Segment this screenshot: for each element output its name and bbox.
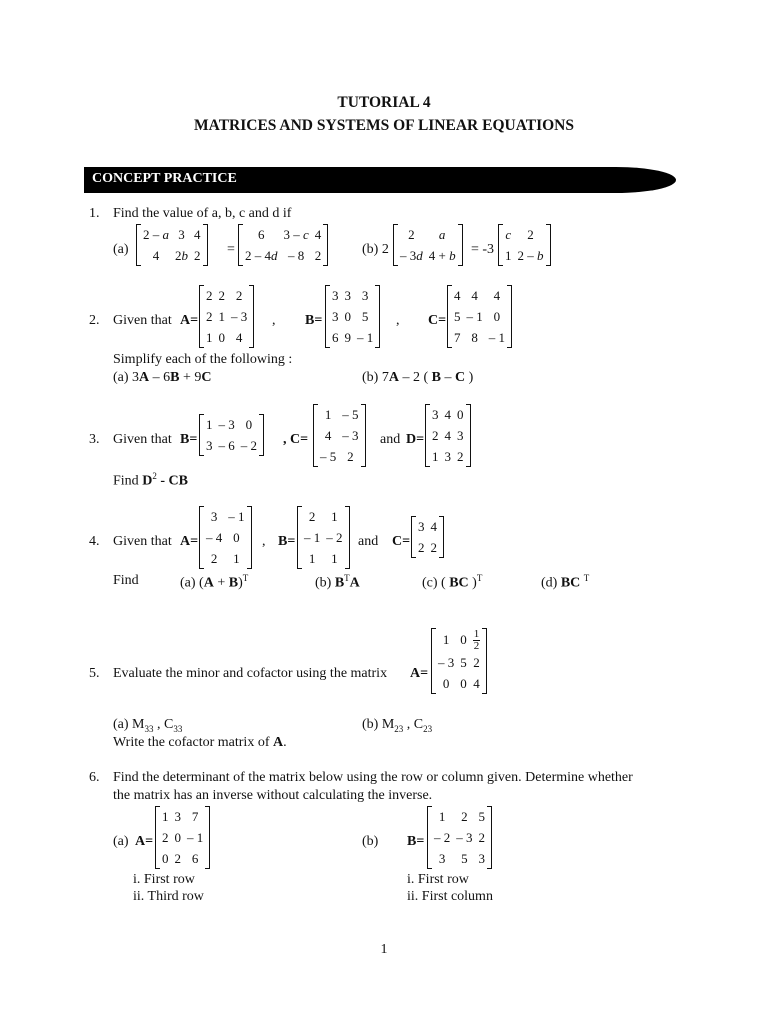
q2-matrix-a bbox=[199, 285, 254, 348]
right-bracket bbox=[259, 414, 264, 456]
q6-label-b: (b) bbox=[362, 834, 379, 849]
matrix-cell: 2 bbox=[408, 227, 415, 242]
left-bracket bbox=[393, 224, 398, 266]
q3-matrix-b bbox=[199, 414, 264, 456]
matrix-cell: – 8 bbox=[288, 248, 305, 263]
right-bracket bbox=[249, 285, 254, 348]
matrix-cell: 1 bbox=[432, 449, 439, 464]
q2-part-a: (a) 3A – 6B + 9C bbox=[113, 370, 212, 385]
q1-text: Find the value of a, b, c and d if bbox=[113, 206, 292, 221]
matrix-cell: 1 bbox=[442, 632, 450, 648]
matrix-cell: 3 bbox=[210, 509, 218, 524]
q3-and: and bbox=[380, 432, 401, 447]
matrix-cell: 1 bbox=[308, 551, 316, 566]
matrix-cell: 3 bbox=[432, 407, 439, 422]
matrix-cell: 2 bbox=[478, 830, 485, 845]
right-bracket bbox=[487, 806, 492, 869]
q4-part-d: (d) BC $^T$ bbox=[541, 573, 590, 591]
matrix-cell: 1 bbox=[331, 509, 338, 524]
q6-text-line1: Find the determinant of the matrix below using the row or column given. Determine whether bbox=[113, 770, 633, 785]
q1-b-matrix-left bbox=[393, 224, 463, 266]
q2-matrix-c bbox=[447, 285, 512, 348]
q6-matrix-b bbox=[427, 806, 492, 869]
q4-part-c: (c) ( BC )$^T$ bbox=[422, 573, 483, 591]
matrix-cell: 6 bbox=[258, 227, 265, 242]
matrix-cell: 7 bbox=[454, 330, 461, 345]
matrix-cell: 6 bbox=[191, 851, 199, 866]
matrix-cell: 3 bbox=[457, 428, 464, 443]
matrix-cell: 4 bbox=[430, 519, 437, 534]
matrix-cell: 3 – c bbox=[283, 227, 309, 242]
q6-a-item-i: i. First row bbox=[133, 872, 195, 887]
matrix-cell: 3 bbox=[438, 851, 446, 866]
matrix-cell: 2 bbox=[461, 809, 468, 824]
q3-b-label: B= bbox=[180, 432, 198, 447]
matrix-cell: 1 bbox=[233, 551, 240, 566]
left-bracket bbox=[297, 506, 302, 569]
q3-d-label: D= bbox=[406, 432, 425, 447]
matrix-cell: 2 bbox=[418, 540, 425, 555]
matrix-cell: – 6 bbox=[218, 438, 235, 453]
matrix-cell: 1 bbox=[206, 417, 213, 432]
document-title: TUTORIAL 4 bbox=[337, 94, 431, 111]
matrix-cell: 4 bbox=[493, 288, 501, 303]
matrix-cell: 2 – 4d bbox=[245, 248, 278, 263]
q5-part-a: (a) $M_{33}$ , $C_{33}$ bbox=[113, 717, 183, 734]
matrix-cell: 2 bbox=[218, 288, 225, 303]
matrix-cell: 4 bbox=[473, 675, 480, 691]
right-bracket bbox=[466, 404, 471, 467]
matrix-cell: – 5 bbox=[342, 407, 359, 422]
q6-matrix-a bbox=[155, 806, 210, 869]
left-bracket bbox=[427, 806, 432, 869]
matrix-cell: 3 bbox=[361, 288, 369, 303]
left-bracket bbox=[447, 285, 452, 348]
matrix-cell: 4 + b bbox=[428, 248, 456, 263]
q1-a-matrix-left bbox=[136, 224, 208, 266]
matrix-cell: 2 bbox=[314, 248, 322, 263]
q3-given: Given that bbox=[113, 432, 172, 447]
matrix-cell: – 5 bbox=[320, 449, 337, 464]
right-bracket bbox=[482, 628, 487, 694]
left-bracket bbox=[498, 224, 503, 266]
matrix-cell: – 2 bbox=[326, 530, 343, 545]
matrix-cell: 4 bbox=[454, 288, 461, 303]
matrix-cell: 2 bbox=[162, 830, 169, 845]
matrix-cell: 2 bbox=[457, 449, 464, 464]
right-bracket bbox=[507, 285, 512, 348]
matrix-cell: – 4 bbox=[206, 530, 223, 545]
matrix-cell: 0 bbox=[460, 675, 467, 691]
q5-part-b: (b) $M_{23}$ , $C_{23}$ bbox=[362, 717, 433, 734]
q4-a-label: A= bbox=[180, 534, 199, 549]
left-bracket bbox=[199, 414, 204, 456]
matrix-cell: 2 bbox=[527, 227, 534, 242]
matrix-cell: 4 bbox=[194, 227, 201, 242]
matrix-cell: 4 bbox=[152, 248, 160, 263]
matrix-cell: 1 bbox=[162, 809, 169, 824]
matrix-cell: 1 bbox=[331, 551, 338, 566]
matrix-cell: – 1 bbox=[187, 830, 204, 845]
q6-text-line2: the matrix has an inverse without calculating the inverse. bbox=[113, 788, 433, 803]
matrix-cell: – 1 bbox=[466, 309, 483, 324]
q4-b-label: B= bbox=[278, 534, 296, 549]
matrix-cell: 3 bbox=[344, 288, 351, 303]
matrix-cell: 5 bbox=[461, 851, 468, 866]
right-bracket bbox=[203, 224, 208, 266]
matrix-cell: – 3 bbox=[218, 417, 235, 432]
matrix-cell: 0 bbox=[457, 407, 464, 422]
page-number: 1 bbox=[380, 942, 388, 957]
q4-matrix-a bbox=[199, 506, 252, 569]
matrix-cell: 2 bbox=[347, 449, 354, 464]
right-bracket bbox=[247, 506, 252, 569]
left-bracket bbox=[199, 285, 204, 348]
matrix-cell: c bbox=[505, 227, 512, 242]
q6-b-label: B= bbox=[407, 834, 425, 849]
right-bracket bbox=[323, 224, 328, 266]
right-bracket bbox=[345, 506, 350, 569]
matrix-cell: – 3 bbox=[438, 654, 455, 670]
matrix-cell: 2 bbox=[235, 288, 243, 303]
q3-matrix-c bbox=[313, 404, 366, 467]
matrix-cell: 0 bbox=[162, 851, 169, 866]
matrix-cell: 2 bbox=[430, 540, 437, 555]
q4-number: 4. bbox=[89, 534, 100, 549]
q3-matrix-d bbox=[425, 404, 471, 467]
left-bracket bbox=[431, 628, 436, 694]
matrix-cell: 8 bbox=[471, 330, 478, 345]
matrix-cell: 6 bbox=[332, 330, 339, 345]
matrix-cell: 4 bbox=[471, 288, 478, 303]
matrix-cell: 2 – a bbox=[143, 227, 169, 242]
q5-number: 5. bbox=[89, 666, 100, 681]
q2-comma-1: , bbox=[272, 313, 276, 328]
left-bracket bbox=[411, 516, 416, 558]
matrix-cell: 1 bbox=[438, 809, 446, 824]
q6-b-item-ii: ii. First column bbox=[407, 889, 493, 904]
right-bracket bbox=[546, 224, 551, 266]
matrix-cell: 5 bbox=[454, 309, 461, 324]
q2-part-b: (b) 7A – 2 ( B – C ) bbox=[362, 370, 474, 385]
matrix-cell: 2 bbox=[206, 288, 213, 303]
matrix-cell: 0 bbox=[233, 530, 240, 545]
matrix-cell: 3 bbox=[174, 809, 181, 824]
q4-part-b: (b) $B^TA$ bbox=[315, 573, 360, 591]
q6-label-a: (a) bbox=[113, 834, 129, 849]
section-title: CONCEPT PRACTICE bbox=[92, 171, 237, 186]
section-banner bbox=[84, 167, 676, 193]
matrix-cell: – 1 bbox=[488, 330, 505, 345]
q1-label-b: (b) 2 bbox=[362, 242, 389, 257]
q4-comma: , bbox=[262, 534, 266, 549]
q3-c-label: , C= bbox=[283, 432, 309, 447]
q2-given: Given that bbox=[113, 313, 172, 328]
matrix-cell: 5 bbox=[478, 809, 485, 824]
q2-simplify: Simplify each of the following : bbox=[113, 352, 293, 367]
matrix-cell: 1 bbox=[218, 309, 225, 324]
matrix-cell: 7 bbox=[191, 809, 199, 824]
left-bracket bbox=[238, 224, 243, 266]
document-subtitle: MATRICES AND SYSTEMS OF LINEAR EQUATIONS bbox=[194, 117, 574, 134]
q2-a-label: A= bbox=[180, 313, 199, 328]
matrix-cell: 4 bbox=[235, 330, 243, 345]
matrix-cell: 3 bbox=[178, 227, 185, 242]
q4-matrix-b bbox=[297, 506, 350, 569]
matrix-cell: 3 bbox=[444, 449, 451, 464]
q1-b-equals: = -3 bbox=[471, 242, 495, 257]
matrix-cell: 4 bbox=[314, 227, 322, 242]
q4-and: and bbox=[358, 534, 379, 549]
q4-given: Given that bbox=[113, 534, 172, 549]
matrix-cell: – 3 bbox=[456, 830, 473, 845]
matrix-cell: – 3 bbox=[231, 309, 248, 324]
right-bracket bbox=[375, 285, 380, 348]
right-bracket bbox=[361, 404, 366, 467]
matrix-cell: – 2 bbox=[240, 438, 257, 453]
right-bracket bbox=[458, 224, 463, 266]
matrix-cell: 0 bbox=[174, 830, 181, 845]
q4-find: Find bbox=[113, 573, 139, 588]
q5-text: Evaluate the minor and cofactor using the matrix bbox=[113, 666, 388, 681]
matrix-cell: $\frac{1}{2}$ bbox=[473, 627, 480, 652]
matrix-cell: 9 bbox=[344, 330, 351, 345]
matrix-cell: – 1 bbox=[228, 509, 245, 524]
q2-comma-2: , bbox=[396, 313, 400, 328]
matrix-cell: – 2 bbox=[434, 830, 451, 845]
matrix-cell: 2 bbox=[206, 309, 213, 324]
q6-number: 6. bbox=[89, 770, 100, 785]
q6-a-item-ii: ii. Third row bbox=[133, 889, 204, 904]
matrix-cell: 2b bbox=[175, 248, 188, 263]
right-bracket bbox=[205, 806, 210, 869]
matrix-cell: 3 bbox=[478, 851, 485, 866]
matrix-cell: 2 bbox=[174, 851, 181, 866]
matrix-cell: – 1 bbox=[357, 330, 374, 345]
q5-write: Write the cofactor matrix of A. bbox=[113, 735, 287, 750]
matrix-cell: 5 bbox=[361, 309, 369, 324]
matrix-cell: 1 bbox=[324, 407, 332, 422]
q1-a-equals: = bbox=[227, 242, 235, 257]
right-bracket bbox=[439, 516, 444, 558]
q2-matrix-b bbox=[325, 285, 380, 348]
matrix-cell: 3 bbox=[332, 288, 339, 303]
matrix-cell: 2 bbox=[432, 428, 439, 443]
matrix-cell: 0 bbox=[442, 675, 450, 691]
q5-matrix-a bbox=[431, 628, 487, 694]
matrix-cell: 2 bbox=[473, 654, 480, 670]
matrix-cell: 1 bbox=[206, 330, 213, 345]
matrix-cell: – 3 bbox=[342, 428, 359, 443]
q1-b-matrix-right bbox=[498, 224, 551, 266]
matrix-cell: 0 bbox=[245, 417, 253, 432]
left-bracket bbox=[425, 404, 430, 467]
matrix-cell: 0 bbox=[344, 309, 351, 324]
left-bracket bbox=[155, 806, 160, 869]
matrix-cell: a bbox=[438, 227, 446, 242]
q2-c-label: C= bbox=[428, 313, 447, 328]
matrix-cell: 3 bbox=[332, 309, 339, 324]
matrix-cell: 1 bbox=[505, 248, 512, 263]
matrix-cell: 0 bbox=[218, 330, 225, 345]
q4-c-label: C= bbox=[392, 534, 411, 549]
matrix-cell: 2 – b bbox=[517, 248, 544, 263]
q1-number: 1. bbox=[89, 206, 100, 221]
matrix-cell: 2 bbox=[210, 551, 218, 566]
matrix-cell: 2 bbox=[308, 509, 316, 524]
matrix-cell: 0 bbox=[493, 309, 501, 324]
matrix-cell: 2 bbox=[194, 248, 201, 263]
matrix-cell: – 3d bbox=[400, 248, 423, 263]
q6-a-label: A= bbox=[135, 834, 154, 849]
matrix-cell: 4 bbox=[324, 428, 332, 443]
matrix-cell: 4 bbox=[444, 407, 451, 422]
matrix-cell: 3 bbox=[418, 519, 425, 534]
left-bracket bbox=[313, 404, 318, 467]
matrix-cell: 4 bbox=[444, 428, 451, 443]
matrix-cell: 0 bbox=[460, 632, 467, 648]
q1-a-matrix-right bbox=[238, 224, 328, 266]
left-bracket bbox=[136, 224, 141, 266]
q3-number: 3. bbox=[89, 432, 100, 447]
q2-b-label: B= bbox=[305, 313, 323, 328]
left-bracket bbox=[325, 285, 330, 348]
matrix-cell: 3 bbox=[206, 438, 213, 453]
matrix-cell: 5 bbox=[460, 654, 467, 670]
q2-number: 2. bbox=[89, 313, 100, 328]
q6-b-item-i: i. First row bbox=[407, 872, 469, 887]
q4-matrix-c bbox=[411, 516, 444, 558]
q3-find: Find $D^2$ - CB bbox=[113, 471, 188, 489]
matrix-cell: – 1 bbox=[304, 530, 321, 545]
q1-label-a: (a) bbox=[113, 242, 129, 257]
q5-a-label: A= bbox=[410, 666, 429, 681]
q4-part-a: (a) $(A + B)^T$ bbox=[180, 573, 249, 591]
left-bracket bbox=[199, 506, 204, 569]
